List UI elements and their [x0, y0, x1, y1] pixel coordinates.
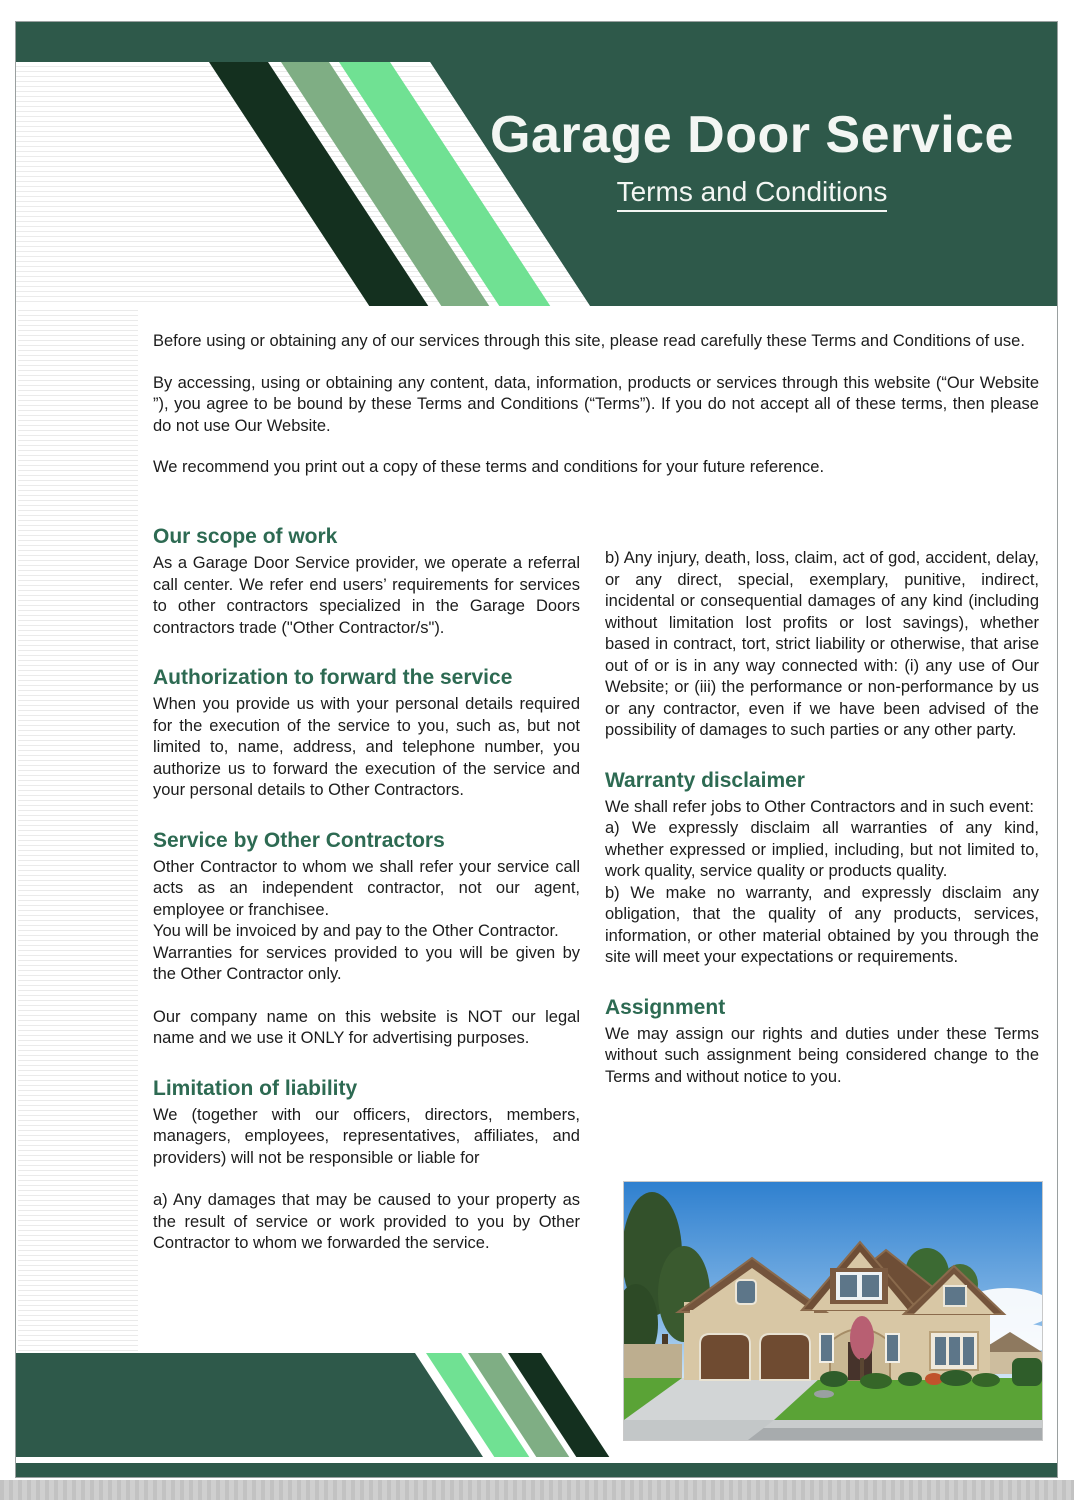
terms-section: [605, 768, 1039, 969]
intro-paragraph: We recommend you print out a copy of these terms and conditions for your future reference.: [153, 458, 825, 476]
paragraph: Warranties for services provided to you will be given by the Other Contractor only.: [153, 943, 580, 983]
section-heading: Service by Other Contractors: [153, 828, 445, 852]
terms-section: [153, 524, 580, 639]
section-heading: Limitation of liability: [153, 1076, 358, 1100]
section-heading: Warranty disclaimer: [605, 768, 805, 792]
paragraph: b) We make no warranty, and expressly disclaim any obligation, that the quality of any products, services, information, or other material obtained by you through the site will meet your expectations or requirements.: [605, 883, 1039, 966]
paragraph-gap: [153, 1169, 580, 1190]
paragraph: We shall refer jobs to Other Contractors and in such event:: [605, 797, 1034, 816]
paragraph: b) Any injury, death, loss, claim, act of god, accident, delay, or any direct, special, exemplary, punitive, indirect, incidental or consequential damages of any kind (including without limitation lost profits or lost savings), whether based in contract, tort, strict liability or otherwise, that arise out of or is in any way connected with: (i) any use of Our Website; or (iii) the performance or non-performance by us or any contractor, even if we have been advised of the possibility of damages to such parties or any other party.: [605, 549, 1039, 739]
intro-paragraph: By accessing, using or obtaining any content, data, information, products or services through this website (“Our Website ”), you agree to be bound by these Terms and Conditions (“Terms”). If you do not accept all of these terms, then please do not use Our Website.: [153, 373, 1039, 435]
paragraph: We may assign our rights and duties under these Terms without such assignment being considered change to the Terms and without notice to you.: [605, 1024, 1039, 1086]
section-heading: Our scope of work: [153, 525, 338, 548]
footer-bottom-bar: [16, 1463, 1057, 1477]
paragraph: You will be invoiced by and pay to the Other Contractor.: [153, 922, 559, 940]
house-photo: [623, 1181, 1043, 1441]
section-heading: Authorization to forward the service: [153, 666, 513, 689]
footer-green-wedge: [16, 1353, 483, 1457]
terms-section: [153, 665, 580, 802]
header-titles: [456, 108, 1048, 212]
terms-section: [153, 1076, 580, 1255]
terms-section: [605, 548, 1039, 742]
paragraph: Our company name on this website is NOT our legal name and we use it ONLY for advertising purposes.: [153, 1007, 580, 1047]
paragraph: a) We expressly disclaim all warranties of any kind, whether expressed or implied, including, but not limited to, work quality, service quality or products quality.: [605, 819, 1039, 880]
paragraph: a) Any damages that may be caused to your property as the result of service or work provided to you by Other Contractor to whom we forwarded the service.: [153, 1191, 580, 1252]
terms-section: [605, 995, 1039, 1089]
paragraph-gap: [153, 986, 580, 1007]
page-title: Garage Door Service: [490, 106, 1014, 164]
page-subtitle: Terms and Conditions: [456, 176, 1048, 212]
terms-section: [153, 828, 580, 1050]
intro-section: [153, 331, 1039, 479]
section-heading: Assignment: [605, 995, 726, 1019]
page-header: [16, 22, 1057, 306]
scanned-page-bottom-edge: [0, 1480, 1074, 1500]
left-margin-scan-lines: [18, 306, 138, 1353]
paragraph: We (together with our officers, directors, members, managers, employees, representatives, affiliates, and providers) will not be responsible or liable for: [153, 1105, 580, 1167]
house-photo-illustration: [624, 1182, 1042, 1440]
intro-paragraph: Before using or obtaining any of our services through this site, please read carefully these Terms and Conditions of use.: [153, 332, 1025, 350]
paragraph: Other Contractor to whom we shall refer your service call acts as an independent contractor, not our agent, employee or franchisee.: [153, 857, 580, 919]
document-page: [15, 21, 1058, 1478]
terms-column-left: [153, 524, 580, 1281]
paragraph: As a Garage Door Service provider, we operate a referral call center. We refer end users’ requirements for services to other contractors specialized in the Garage Doors contractors trade ("Other Contractor/s").: [153, 554, 580, 637]
fence: [624, 1344, 682, 1382]
paragraph: When you provide us with your personal details required for the execution of the service to you, such as, but not limited to, name, address, and telephone number, you authorize us to forward the execution of the service and your personal details to Other Contractors.: [153, 695, 580, 799]
terms-column-right: [605, 548, 1039, 1114]
